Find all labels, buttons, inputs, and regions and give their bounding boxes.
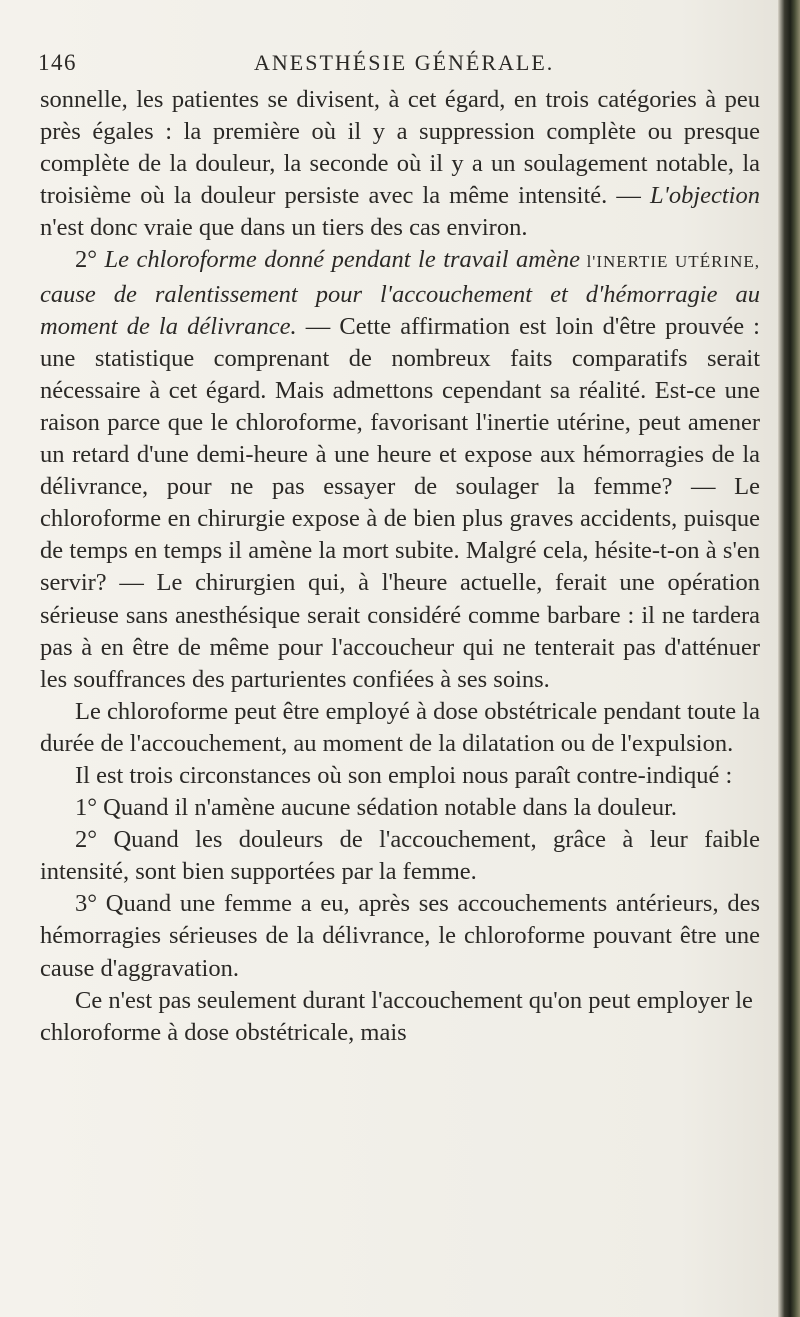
paragraph-2-smallcaps: l'INERTIE UTÉRINE, xyxy=(579,252,760,272)
paragraph-1-end: n'est donc vraie que dans un tiers des cas environ. xyxy=(40,214,528,242)
paragraph-1-emphasis: L'objection xyxy=(649,182,760,210)
paragraph-2-italic-heading: Le chloroforme donné pendant le travail amène xyxy=(104,246,580,274)
running-title: ANESTHÉSIE GÉNÉRALE. xyxy=(254,50,555,75)
paragraph-2-body: — Cette affirmation est loin d'être prouvée : une statistique comprenant de nombreux faits comparatifs serait nécessaire à cet égard. Mais admettons cependant sa réalité. Est-ce une raison parce que le chloroforme, favorisant l'inertie utérine, peut amener un retard d'une demi-heure à une heure et expose aux hémorragies de la délivrance, pour ne pas essayer de soulager la femme? — Le chloroforme en chirurgie expose à de bien plus graves accidents, puisque de temps en temps il amène la mort subite. Malgré cela, hésite-t-on à s'en servir? — Le chirurgien qui, à l'heure actuelle, ferait une opération sérieuse sans anesthésique serait considéré comme barbare : il ne tardera pas à en être de même pour l'accoucheur qui ne tenterait pas d'atténuer les souffrances des parturientes confiées à ses soins. xyxy=(40,312,760,693)
page-binding-edge xyxy=(778,0,800,1317)
list-item-1: 1° Quand il n'amène aucune sédation notable dans la douleur. xyxy=(75,794,678,822)
paragraph-4: Il est trois circonstances où son emploi nous paraît contre-indiqué : xyxy=(75,761,733,789)
running-head xyxy=(38,50,758,80)
body-text xyxy=(40,84,760,1049)
paragraph-1 xyxy=(40,84,760,244)
list-item-2: 2° Quand les douleurs de l'accouchement, grâce à leur faible intensité, sont bien supportées par la femme. xyxy=(40,826,760,886)
list-item-3: 3° Quand une femme a eu, après ses accouchements antérieurs, des hémorragies sérieuses de la délivrance, le chloroforme pouvant être une cause d'aggravation. xyxy=(40,890,760,982)
paragraph-2-italic-continuation: cause de ralentissement pour l'accouchement et d'hémorragie au moment de la délivrance. xyxy=(40,280,760,340)
paragraph-2-number: 2° xyxy=(75,246,105,274)
page-number: 146 xyxy=(38,50,77,75)
paragraph-1-text: sonnelle, les patientes se divisent, à cet égard, en trois catégories à peu près égales : la première où il y a suppression complète ou presque complète de la douleur, la seconde où il y a un soulagement notable, la troisième où la douleur persiste avec la même intensité. — xyxy=(40,86,760,210)
paragraph-3: Le chloroforme peut être employé à dose obstétricale pendant toute la durée de l'accouchement, au moment de la dilatation ou de l'expulsion. xyxy=(40,697,760,757)
paragraph-2 xyxy=(40,244,760,695)
paragraph-8: Ce n'est pas seulement durant l'accouchement qu'on peut employer le chloroforme à dose obstétricale, mais xyxy=(40,986,753,1046)
